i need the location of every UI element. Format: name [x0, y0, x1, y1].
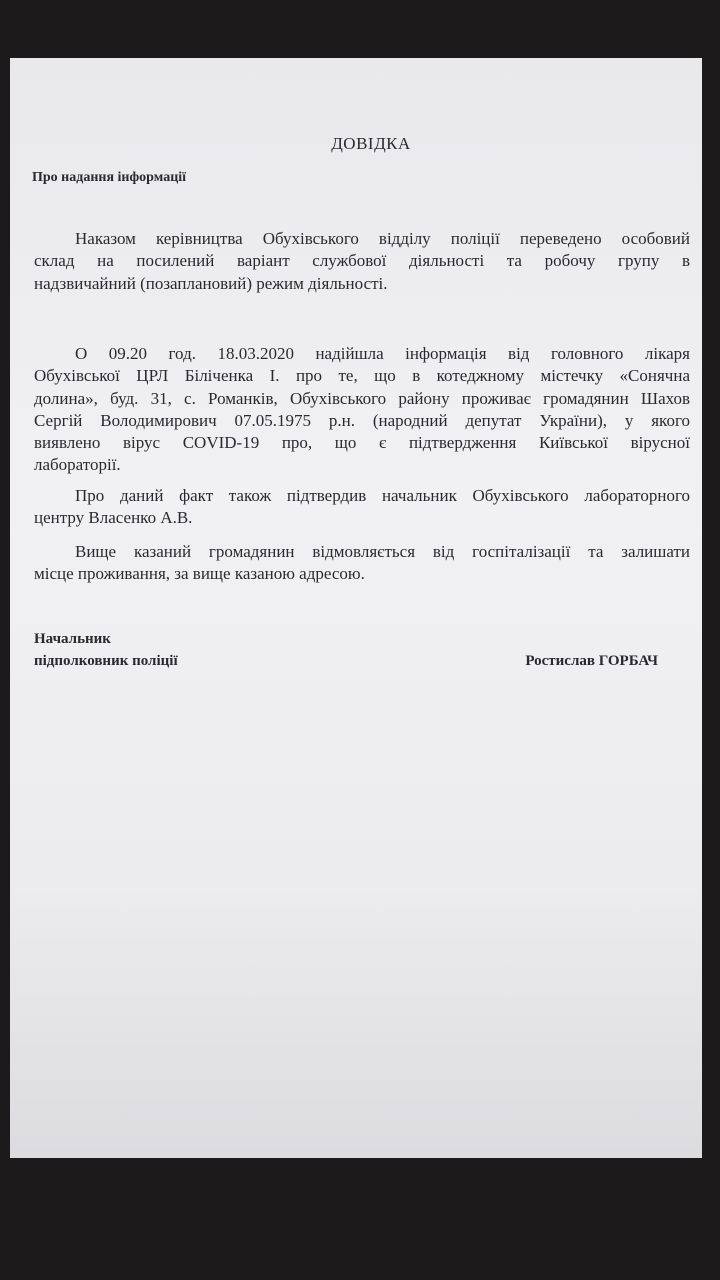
- text-line: Сергій Володимирович 07.05.1975 р.н. (народний депутат України), у якого: [34, 410, 690, 430]
- document-page: [10, 58, 702, 1158]
- document-subtitle: Про надання інформації: [32, 170, 187, 185]
- paragraph: [34, 541, 690, 586]
- text-line: Про даний факт також підтвердив начальник Обухівського лабораторного: [75, 486, 690, 505]
- text-line: О 09.20 год. 18.03.2020 надійшла інформація від головного лікаря: [75, 344, 690, 363]
- paragraph: [34, 343, 690, 477]
- text-line: долина», буд. 31, с. Романків, Обухівського району проживає громадянин Шахов: [34, 388, 690, 408]
- text-line: Обухівської ЦРЛ Біліченка І. про те, що в котеджному містечку «Сонячна: [34, 366, 690, 386]
- text-line: місце проживання, за вище казаною адресою.: [34, 564, 365, 584]
- text-line: лабораторії.: [34, 455, 121, 475]
- text-line: центру Власенко А.В.: [34, 508, 193, 528]
- paragraph: [34, 228, 690, 295]
- position-line-2: підполковник поліції: [34, 653, 178, 669]
- text-line: Вище казаний громадянин відмовляється від госпіталізації та залишати: [75, 542, 690, 561]
- text-line: склад на посилений варіант службової діяльності та робочу групу в: [34, 251, 690, 271]
- signatory-name: Ростислав ГОРБАЧ: [525, 653, 658, 669]
- text-line: виявлено вірус COVID-19 про, що є підтвердження Київської вірусної: [34, 433, 690, 453]
- text-line: надзвичайний (позаплановий) режим діяльності.: [34, 273, 388, 293]
- signatory-position: [34, 628, 178, 672]
- document-title: ДОВІДКА: [331, 134, 411, 153]
- paragraph: [34, 485, 690, 530]
- position-line-1: Начальник: [34, 631, 111, 647]
- text-line: Наказом керівництва Обухівського відділу поліції переведено особовий: [75, 229, 690, 248]
